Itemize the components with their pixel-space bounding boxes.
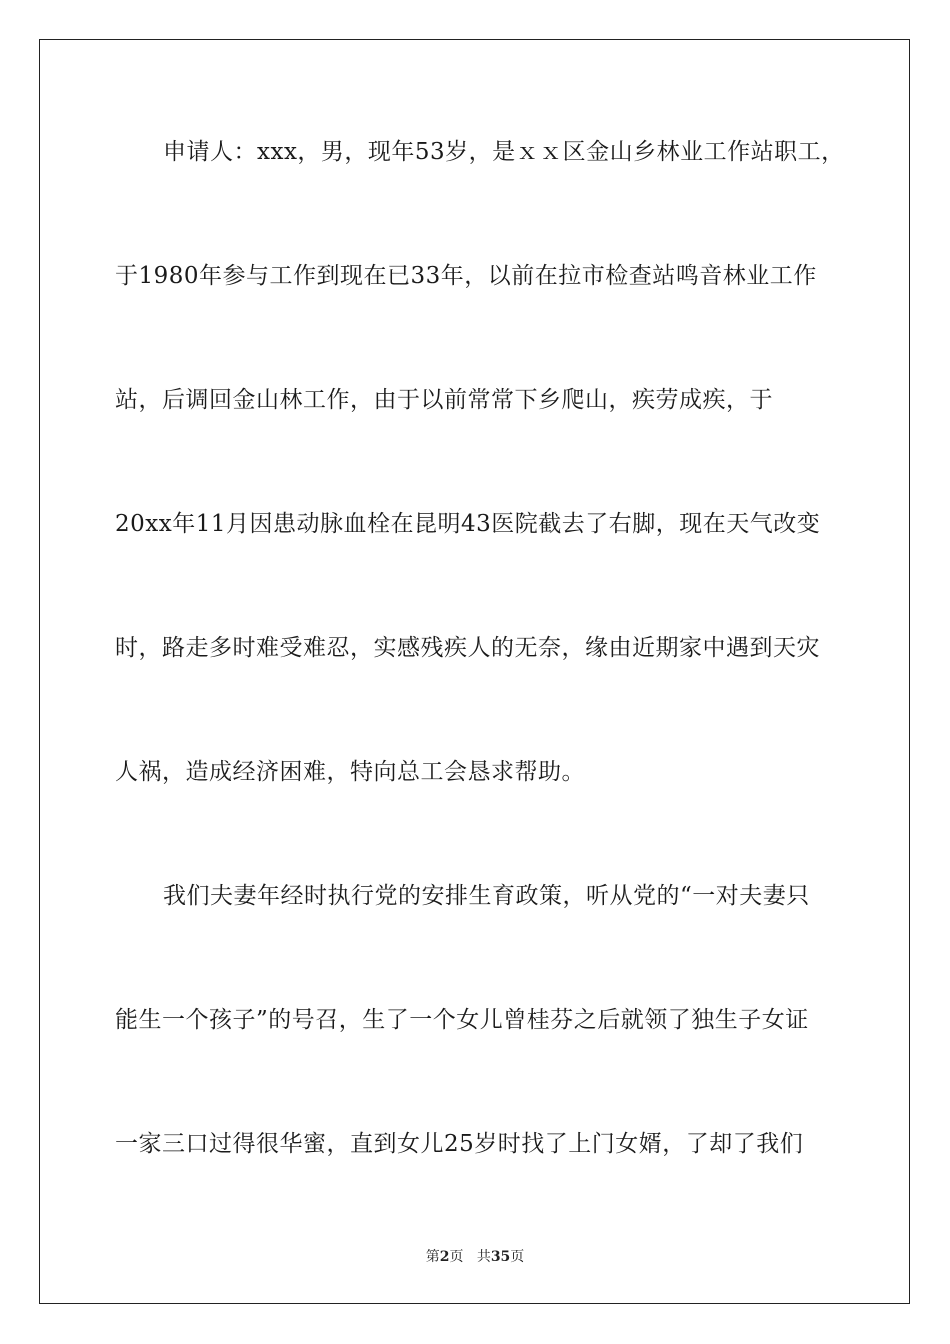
- text-line-8: 能生一个孩子”的号召，生了一个女儿曾桂芬之后就领了独生子女证: [115, 1007, 809, 1033]
- footer-page-suffix: 页: [449, 1249, 464, 1265]
- text-line-1: 申请人：xxx，男，现年53岁，是ｘｘ区金山乡林业工作站职工，: [163, 139, 845, 165]
- text-line-3: 站，后调回金山林工作，由于以前常常下乡爬山，疾劳成疾，于: [115, 387, 773, 413]
- page-footer: [0, 1248, 950, 1266]
- text-line-2: 于1980年参与工作到现在已33年，以前在拉市检查站鸣音林业工作: [115, 263, 817, 289]
- footer-total-suffix: 页: [510, 1249, 525, 1265]
- footer-page-number: 2: [439, 1249, 450, 1265]
- footer-page-prefix: 第: [425, 1249, 440, 1265]
- text-line-9: 一家三口过得很华蜜，直到女儿25岁时找了上门女婿，了却了我们: [115, 1131, 804, 1157]
- text-line-6: 人祸，造成经济困难，特向总工会恳求帮助。: [115, 759, 585, 785]
- page-frame: [39, 39, 910, 1304]
- footer-total-pages: 35: [490, 1249, 511, 1265]
- footer-total-prefix: 共: [476, 1249, 491, 1265]
- text-line-5: 时，路走多时难受难忍，实感残疾人的无奈，缘由近期家中遇到天灾: [115, 635, 820, 661]
- text-line-4: 20xx年11月因患动脉血栓在昆明43医院截去了右脚，现在天气改变: [115, 511, 821, 537]
- text-line-7: 我们夫妻年经时执行党的安排生育政策，听从党的“一对夫妻只: [163, 883, 810, 909]
